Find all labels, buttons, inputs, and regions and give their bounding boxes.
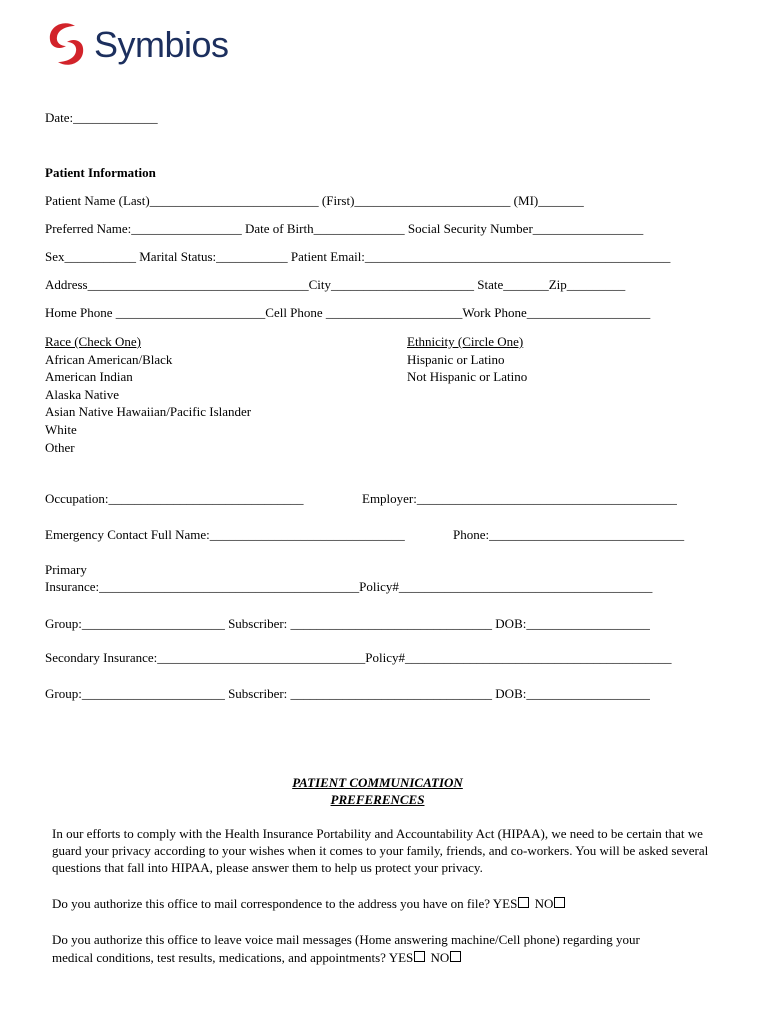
hipaa-paragraph: In our efforts to comply with the Health Insurance Portability and Accountability Act (HIPAA), we need to be certain that we guard your privacy according to your wishes when it comes to your family, friends, and co-workers. You will be asked several questions that fall into HIPAA, please answer them to help us protect your privacy. (52, 826, 709, 875)
symbios-logo (44, 20, 254, 70)
date-field[interactable]: Date:_____________ (45, 110, 158, 125)
primary-insurance-row[interactable]: Insurance:________________________________________Policy#_______________________________________ (45, 579, 653, 594)
emergency-phone-field[interactable]: Phone:______________________________ (453, 527, 685, 542)
secondary-group-row[interactable]: Group:______________________ Subscriber: _______________________________ DOB:___________________ (45, 686, 650, 701)
phone-row[interactable]: Home Phone _______________________Cell Phone _____________________Work Phone___________________ (45, 305, 651, 320)
ethnicity-list (407, 333, 527, 386)
preferred-name-row[interactable]: Preferred Name:_________________ Date of Birth______________ Social Security Number_________________ (45, 221, 644, 236)
primary-insurance-label: Primary (45, 562, 87, 577)
occupation-field[interactable]: Occupation:______________________________ (45, 491, 304, 506)
race-header: Race (Check One) (45, 334, 142, 349)
emergency-contact-field[interactable]: Emergency Contact Full Name:______________________________ (45, 527, 405, 542)
race-option[interactable]: American Indian (45, 369, 133, 385)
voicemail-question-line1: Do you authorize this office to leave voice mail messages (Home answering machine/Cell phone) regarding your (52, 932, 640, 947)
communication-subtitle: PREFERENCES (330, 792, 425, 807)
sex-marital-email-row[interactable]: Sex___________ Marital Status:___________ Patient Email:_______________________________________________ (45, 249, 671, 264)
no-label: NO (534, 896, 554, 911)
no-checkbox[interactable] (450, 951, 461, 962)
section-title: Patient Information (45, 165, 156, 180)
address-row[interactable]: Address__________________________________City______________________ State_______Zip_________ (45, 277, 626, 292)
yes-checkbox[interactable] (518, 897, 529, 908)
no-label: NO (430, 950, 450, 965)
race-option[interactable]: Asian Native Hawaiian/Pacific Islander (45, 404, 252, 420)
race-option[interactable]: African American/Black (45, 351, 173, 367)
primary-group-row[interactable]: Group:______________________ Subscriber: _______________________________ DOB:___________________ (45, 616, 650, 631)
race-option[interactable]: Alaska Native (45, 386, 120, 402)
mail-question-text: Do you authorize this office to mail correspondence to the address you have on file? YES (52, 896, 518, 911)
mail-authorization-question (52, 896, 567, 912)
race-option[interactable]: White (45, 421, 77, 437)
ethnicity-header: Ethnicity (Circle One) (407, 334, 524, 349)
ethnicity-option[interactable]: Not Hispanic or Latino (407, 369, 528, 385)
secondary-insurance-row[interactable]: Secondary Insurance:________________________________Policy#_________________________________________ (45, 650, 672, 665)
no-checkbox[interactable] (554, 897, 565, 908)
patient-name-row[interactable]: Patient Name (Last)__________________________ (First)________________________ (MI)_______ (45, 193, 584, 208)
race-option[interactable]: Other (45, 439, 75, 455)
yes-checkbox[interactable] (414, 951, 425, 962)
brand-name: Symbios (94, 24, 229, 65)
employer-field[interactable]: Employer:________________________________________ (362, 491, 677, 506)
voicemail-authorization-question (52, 950, 463, 966)
ethnicity-option[interactable]: Hispanic or Latino (407, 351, 505, 367)
voicemail-question-text: medical conditions, test results, medications, and appointments? YES (52, 950, 414, 965)
symbios-swirl-logo-icon (44, 20, 90, 68)
communication-title: PATIENT COMMUNICATION (292, 775, 463, 790)
race-list (45, 333, 251, 456)
